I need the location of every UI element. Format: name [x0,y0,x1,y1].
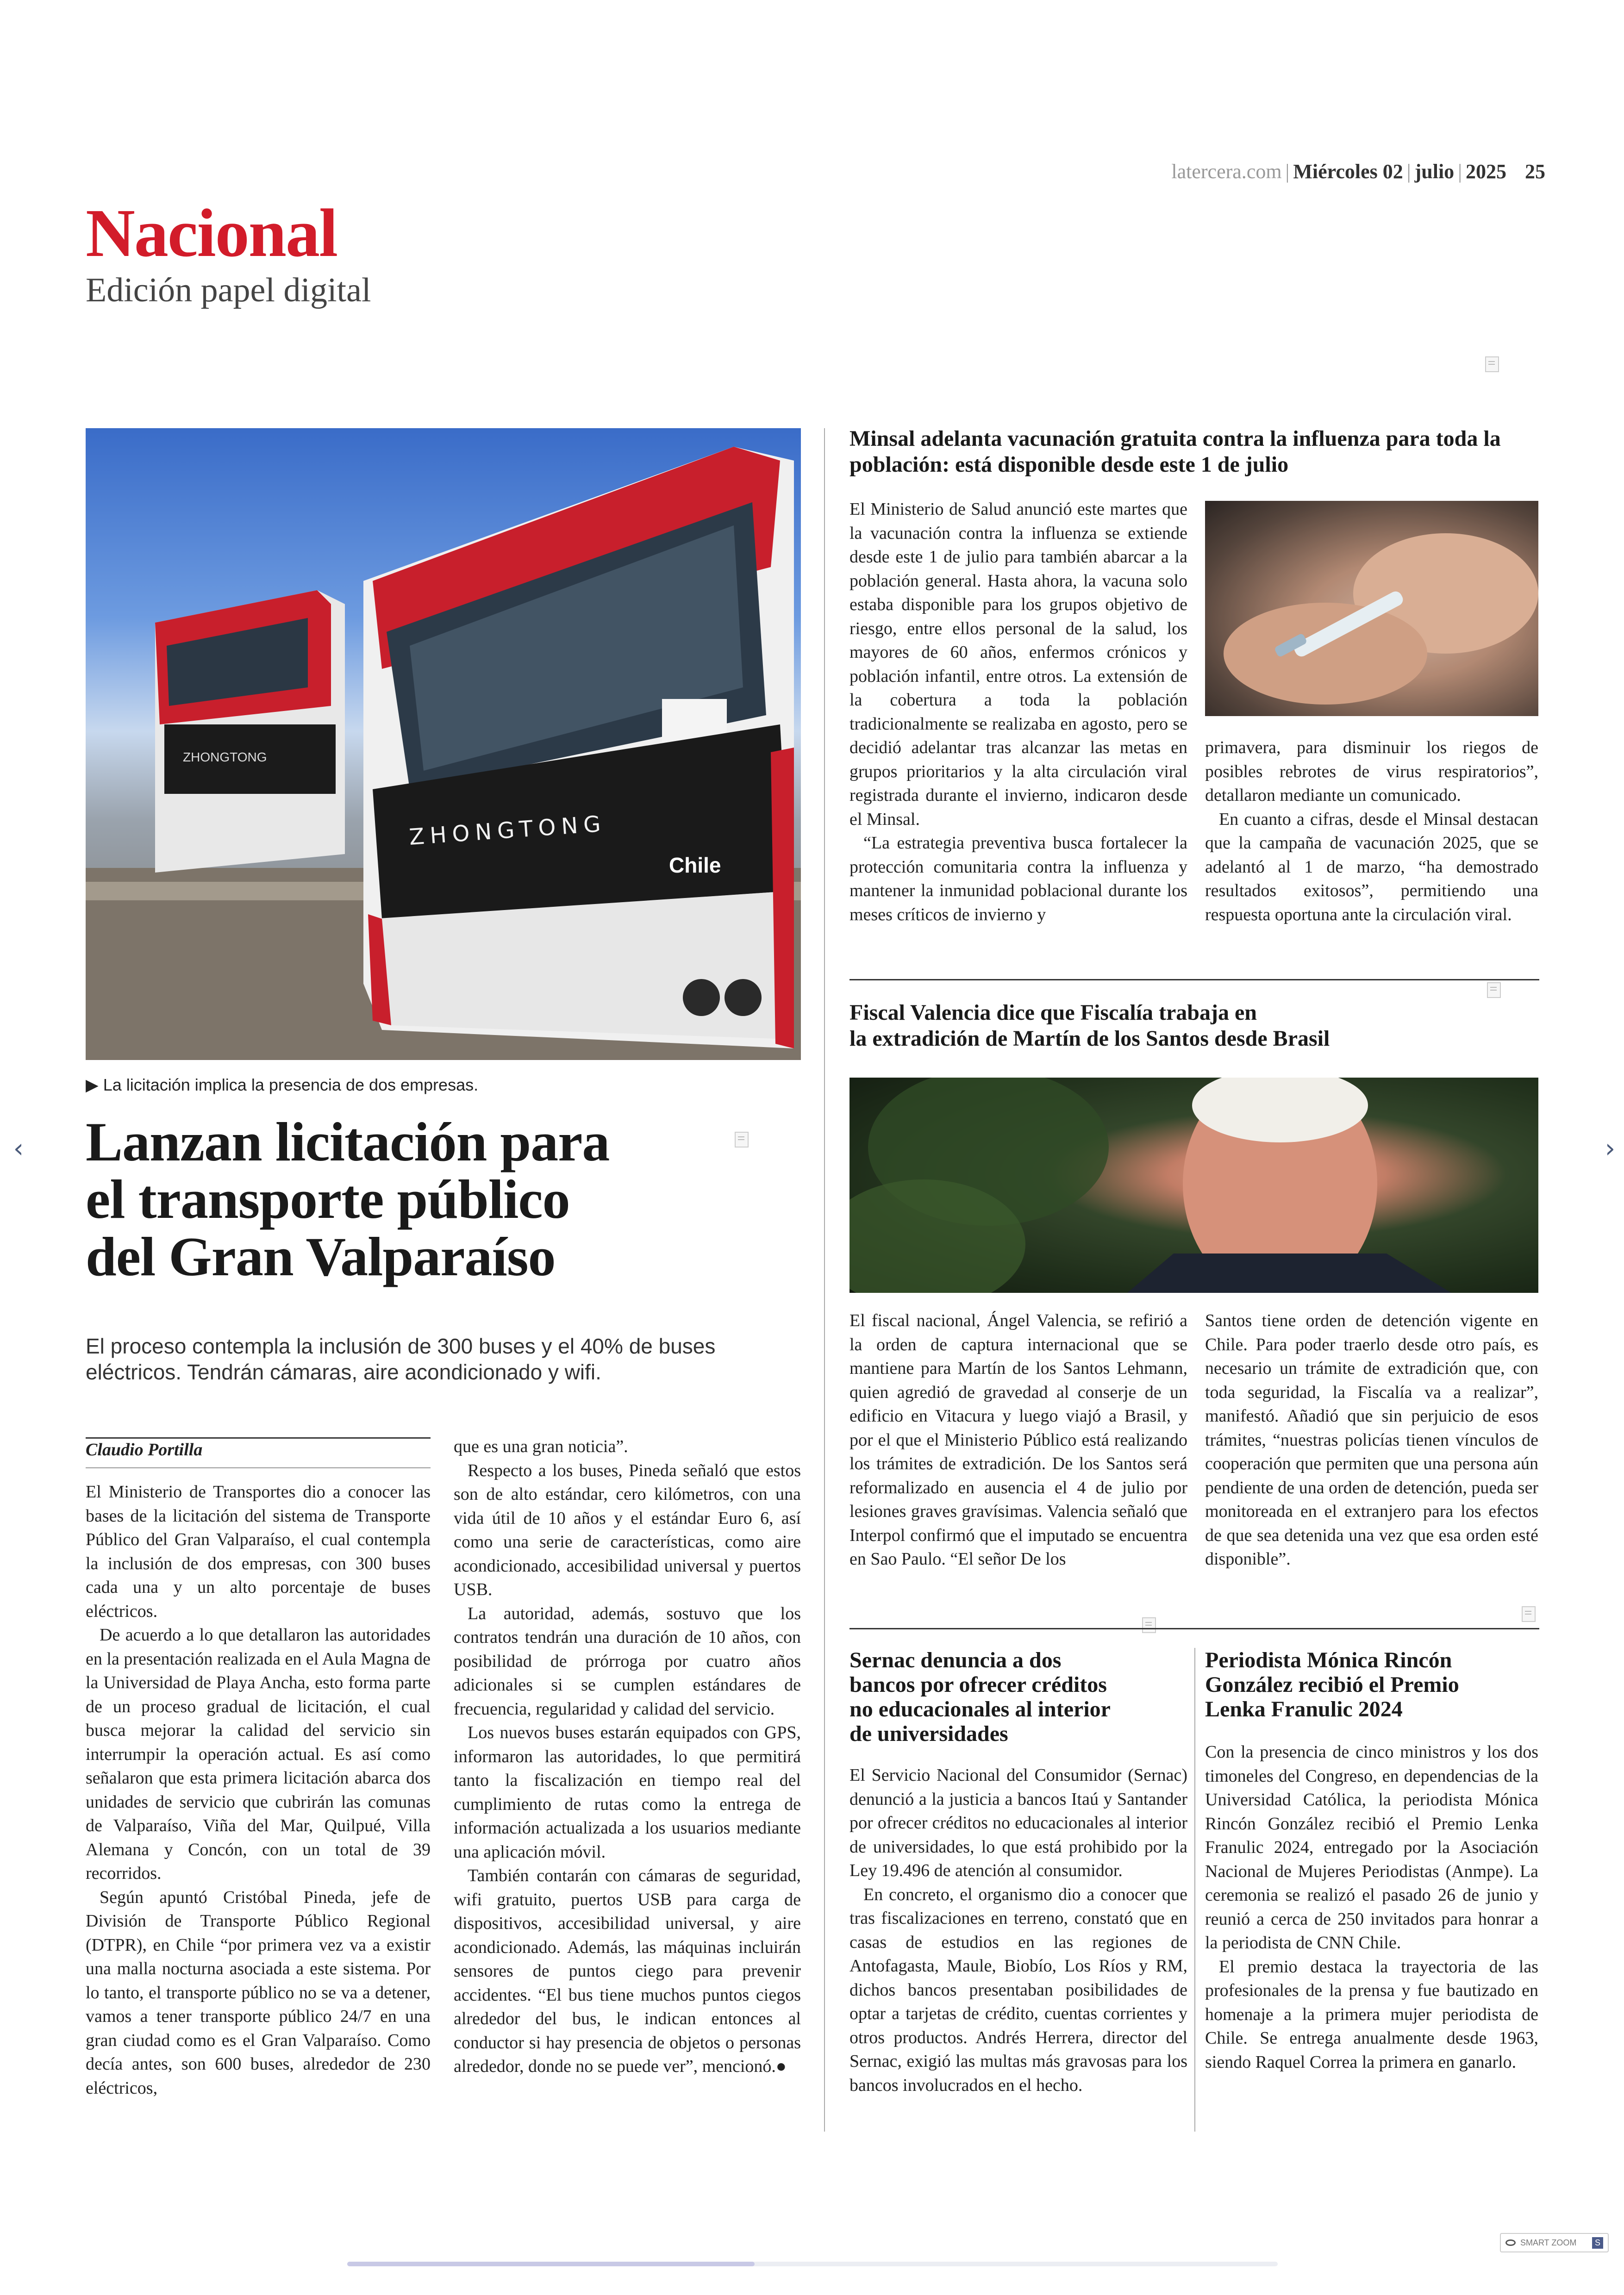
paragraph: El Ministerio de Transportes dio a conocer las bases de la licitación del sistema de Transporte Público del Gran Valparaíso, el cual contempla la inclusión de dos empresas, con 300 buses cada una y un alto porcentaje de buses eléctricos. [86,1482,431,1621]
previous-page-arrow-icon[interactable]: ‹ [13,1134,24,1164]
headline-line: Fiscal Valencia dice que Fiscalía trabaja en [849,1000,1257,1025]
smart-zoom-badge: S [1592,2237,1603,2249]
site-name[interactable]: latercera.com [1171,160,1282,183]
paragraph: De acuerdo a lo que detallaron las autoridades en la presentación realizada en el Aula Magna de la Universidad de Playa Ancha, esto forma parte de un proceso gradual de licitación, el cual busca mejorar la calidad del servicio sin interrumpir la operación actual. Es así como señalaron que esta primera licitación abarca dos unidades de servicio que cubrirán las comunas de Valparaíso, Viña del Mar, Quilpué, Villa Alemana y Concón, con un total de 39 recorridos. [86,1625,431,1883]
rincon-headline[interactable] [1205,1648,1538,1721]
vaccine-illustration [1205,501,1538,716]
minsal-column-1 [849,498,1187,927]
paragraph: El fiscal nacional, Ángel Valencia, se refirió a la orden de captura internacional que se mantiene para Martín de los Santos Lehmann, quien agredió de gravedad al conserje de un edificio en Vitacura y luego viajó a Brasil, y por el que el Ministerio Público está realizando los trámites de extradición. De los Santos será reformalizado en ausencia el 4 de julio por lesiones graves gravísimas. Valencia señaló que Interpol confirmó que el imputado se encuentra en Sao Paulo. “El señor De los [849,1311,1187,1569]
headline-line: González recibió el Premio [1205,1672,1459,1697]
header-month: julio [1414,160,1455,183]
smart-zoom-button[interactable] [1500,2233,1609,2252]
paragraph: El Ministerio de Salud anunció este martes que la vacunación contra la influenza se extiende desde este 1 de julio para también abarcar a la población general. Hasta ahora, la vacuna solo estaba disponible para los grupos objetivo de riesgo, entre ellos personal de la salud, los mayores de 60 años, enfermos crónicos y población infantil, entre otros. La extensión de la cobertura a toda la población tradicionalmente se realizaba en agosto, pero se decidió adelantar tras alcanzar las metas en grupos prioritarios y la alta circulación viral registrada durante el invierno, indicaron desde el Minsal. [849,499,1187,829]
minsal-headline[interactable]: Minsal adelanta vacunación gratuita contra la influenza para toda la población: está disponible desde este 1 de julio [849,426,1501,477]
paragraph: Con la presencia de cinco ministros y los dos timoneles del Congreso, en dependencias de la Universidad Católica, la periodista Mónica Rincón González recibió el Premio Lenka Franulic 2024, entregado por la Asociación Nacional de Mujeres Periodistas (Anmpe). La ceremonia se realizó el pasado 26 de junio y reunió a cerca de 250 invitados para honrar a la periodista de CNN Chile. [1205,1742,1538,1952]
byline-author: Claudio Portilla [86,1440,203,1459]
headline-line: Lanzan licitación para [86,1111,610,1172]
page-header-info: latercera.com | Miércoles 02 | julio | 2025 25 [1171,160,1545,183]
headline-line: Lenka Franulic 2024 [1205,1697,1403,1721]
paragraph: También contarán con cámaras de seguridad, wifi gratuito, puertos USB para carga de dispositivos, accesibilidad universal, y aire acondicionado. Además, las máquinas incluirán sensores de puntos ciego para prevenir accidentes. “El bus tiene muchos puntos ciegos alrededor del bus, le indican entonces al conductor si hay presencia de objetos o personas alrededor, donde no se puede ver”, mencionó.● [454,1866,801,2076]
headline-line: no educacionales al interior [849,1697,1111,1721]
bus-chile-text: Chile [669,853,721,877]
fiscal-column-1 [849,1309,1187,1572]
paragraph: Respecto a los buses, Pineda señaló que estos son de alto estándar, cero kilómetros, con una vida útil de 10 años y el estándar Euro 6, así como una serie de características, como aire acondicionado, accesibilidad universal y puertos USB. [454,1460,801,1599]
page-scrollbar-thumb[interactable] [347,2262,755,2266]
portrait-illustration [849,1078,1538,1293]
column-divider [824,428,825,2132]
paragraph: que es una gran noticia”. [454,1437,628,1456]
smart-zoom-label: SMART ZOOM [1520,2238,1577,2247]
sernac-body [849,1764,1187,2097]
back-bus-brand: ZHONGTONG [183,750,267,764]
headline-line: del Gran Valparaíso [86,1226,556,1287]
bus-photo[interactable] [86,428,801,1060]
article-note-icon[interactable] [1142,1617,1156,1633]
headline-line: Periodista Mónica Rincón [1205,1648,1452,1672]
main-deck: El proceso contempla la inclusión de 300 buses y el 40% de buses eléctricos. Tendrán cámaras, aire acondicionado y wifi. [86,1334,716,1384]
section-title: Nacional [86,195,337,271]
headline-line: Sernac denuncia a dos [849,1648,1062,1672]
paragraph: “La estrategia preventiva busca fortalecer la protección comunitaria contra la influenza y mantener la inmunidad poblacional durante los meses críticos de invierno y [849,833,1187,924]
main-story-column-1 [86,1480,431,2100]
bus-photo-caption: ▶ La licitación implica la presencia de dos empresas. [86,1075,479,1094]
paragraph: La autoridad, además, sostuvo que los contratos tendrán una duración de 10 años, con posibilidad de prórroga por cuatro años adicionales si se cumplen estándares de frecuencia, regularidad y calidad del servicio. [454,1603,801,1719]
main-headline[interactable] [86,1113,734,1285]
paragraph: En concreto, el organismo dio a conocer que tras fiscalizaciones en terreno, constató que en casas de estudios en las regiones de Antofagasta, Maule, Biobío, Los Ríos y RM, dichos bancos presentaban posibilidades de optar a tarjetas de crédito, cuentas corrientes y otros productos. Andrés Herrera, director del Sernac, exigió las multas más gravosas para los bancos involucrados en el hecho. [849,1884,1187,2095]
header-year: 2025 [1466,160,1506,183]
fiscal-column-2 [1205,1309,1538,1572]
paragraph: Santos tiene orden de detención vigente en Chile. Para poder traerlo desde otro país, es necesario un trámite de extradición que, con toda seguridad, la Fiscalía va a realizar”, manifestó. Añadió que sin perjuicio de esos trámites, “nuestras policías tienen vínculos de cooperación que permiten que una persona aún pendiente de una orden de detención, pueda ser monitoreada en el extranjero para los efectos de que sea detenida una vez que esa orden esté disponible”. [1205,1311,1538,1569]
author-rule [86,1467,431,1468]
fiscal-headline[interactable] [849,1000,1539,1052]
fiscal-valencia-photo[interactable] [849,1078,1538,1293]
section-divider [849,979,1539,980]
paragraph: Los nuevos buses estarán equipados con GPS, informaron las autoridades, lo que permitirá tanto la fiscalización en tiempo real del cumplimiento de rutas como la entrega de información actualizada a los usuarios mediante una aplicación móvil. [454,1723,801,1862]
section-divider [849,1628,1539,1629]
article-note-icon[interactable] [1522,1606,1536,1622]
next-page-arrow-icon[interactable]: › [1605,1134,1616,1164]
minsal-column-2 [1205,736,1538,927]
eye-icon [1505,2239,1516,2246]
paragraph: El premio destaca la trayectoria de las profesionales de la prensa y fue bautizado en homenaje a la primera mujer periodista de Chile. Se entrega anualmente desde 1963, siendo Raquel Correa la primera en ganarlo. [1205,1957,1538,2072]
column-divider [1194,1648,1195,2132]
paragraph: primavera, para disminuir los riegos de posibles rebrotes de virus respiratorios”, detallaron mediante un comunicado. [1205,738,1538,805]
paragraph: El Servicio Nacional del Consumidor (Sernac) denunció a la justicia a bancos Itaú y Santander por ofrecer créditos no educacionales al interior de universidades, lo que está prohibido por la Ley 19.496 de atención al consumidor. [849,1765,1187,1880]
bus-brand-text: ZHONGTONG [408,811,607,850]
main-story-column-2 [454,1435,801,2079]
vaccine-photo[interactable] [1205,501,1538,716]
headline-line: bancos por ofrecer créditos [849,1672,1107,1697]
headline-line: el transporte público [86,1168,570,1230]
article-note-icon[interactable] [735,1132,749,1148]
sernac-headline[interactable] [849,1648,1174,1746]
author-rule [86,1437,431,1439]
header-date: Miércoles 02 [1293,160,1403,183]
rincon-body [1205,1740,1538,2074]
bus-illustration [86,428,801,1060]
headline-line: la extradición de Martín de los Santos desde Brasil [849,1026,1330,1051]
paragraph: Según apuntó Cristóbal Pineda, jefe de División de Transporte Público Regional (DTPR), en Chile “por primera vez va a existir una malla nocturna asociada a este sistema. Por lo tanto, el transporte público no se va a detener, vamos a tener transporte público 24/7 en una gran ciudad como es el Gran Valparaíso. Como decía antes, son 600 buses, alrededor de 230 eléctricos, [86,1887,431,2098]
headline-line: de universidades [849,1721,1008,1746]
page-number: 25 [1525,160,1545,183]
section-subtitle: Edición papel digital [86,271,371,309]
paragraph: En cuanto a cifras, desde el Minsal destacan que la campaña de vacunación 2025, que se adelantó al 1 de marzo, “ha demostrado resultados exitosos”, permitiendo una respuesta oportuna ante la circulación viral. [1205,809,1538,924]
article-note-icon[interactable] [1487,982,1501,998]
article-note-icon[interactable] [1485,356,1499,372]
